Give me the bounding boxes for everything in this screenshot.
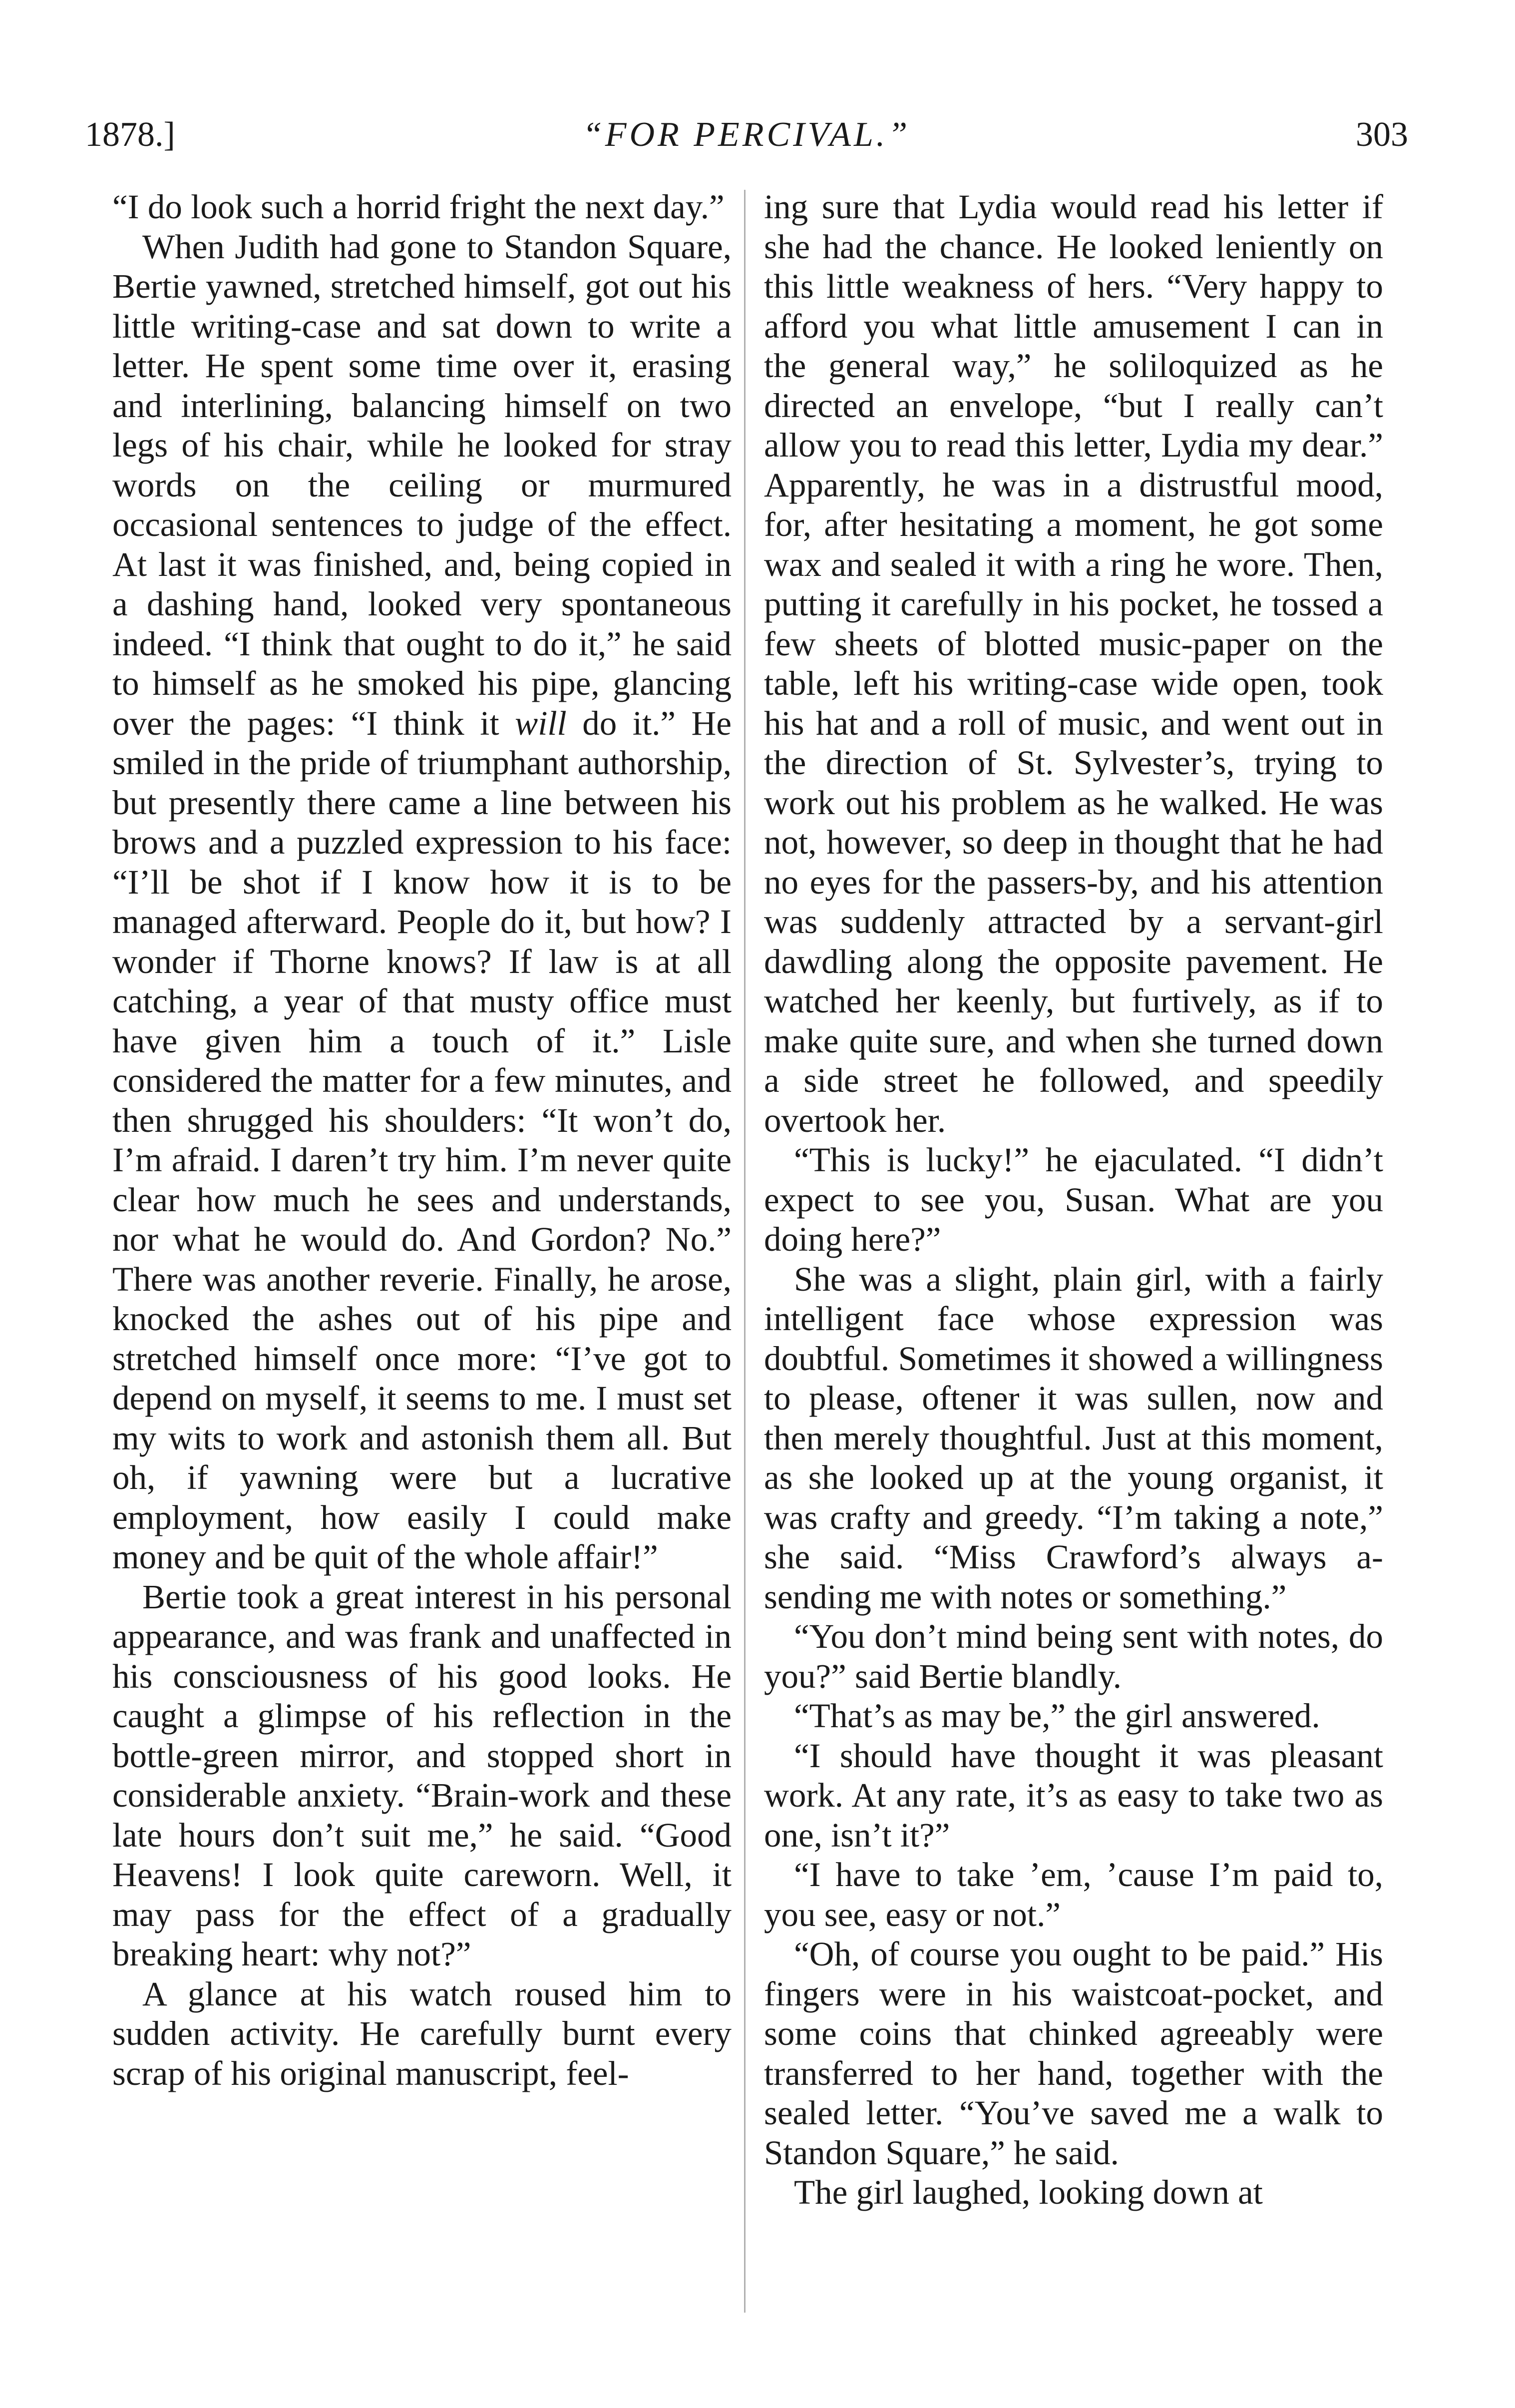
paragraph: “This is lucky!” he ejaculated. “I didn’t expect to see you, Susan. What are you doing here?”	[764, 1141, 1383, 1258]
left-column	[112, 187, 732, 2093]
paragraph: The girl laughed, looking down at	[794, 2173, 1263, 2211]
paragraph: When Judith had gone to Standon Square, Bertie yawned, stretched himself, got out his little writing-case and sat down to write a letter. He spent some time over it, erasing and interlining, balancing himself on two legs of his chair, while he looked for stray words on the ceiling or murmured occasional sentences to judge of the effect. At last it was finished, and, being copied in a dashing hand, looked very spontaneous indeed. “I think that ought to do it,” he said to himself as he smoked his pipe, glancing over the pages: “I think it will do it.” He smiled in the pride of triumphant authorship, but presently there came a line between his brows and a puzzled expression to his face: “I’ll be shot if I know how it is to be managed afterward. People do it, but how? I wonder if Thorne knows? If law is at all catching, a year of that musty office must have given him a touch of it.” Lisle considered the matter for a few minutes, and then shrugged his shoulders: “It won’t do, I’m afraid. I daren’t try him. I’m never quite clear how much he sees and understands, nor what he would do. And Gordon? No.” There was another reverie. Finally, he arose, knocked the ashes out of his pipe and stretched himself once more: “I’ve got to depend on myself, it seems to me. I must set my wits to work and astonish them all. But oh, if yawning were but a lucrative employment, how easily I could make money and be quit of the whole affair!”	[112, 227, 732, 1576]
paragraph: She was a slight, plain girl, with a fairly intelligent face whose expression was doubtful. Sometimes it showed a willingness to please, oftener it was sullen, now and then merely thoughtful. Just at this moment, as she looked up at the young organist, it was crafty and greedy. “I’m taking a note,” she said. “Miss Crawford’s always a-sending me with notes or something.”	[764, 1260, 1383, 1616]
column-divider	[744, 190, 746, 2313]
running-header	[85, 115, 1408, 170]
right-column	[764, 187, 1383, 2213]
paragraph: “You don’t mind being sent with notes, do you?” said Bertie blandly.	[764, 1617, 1383, 1695]
paragraph: A glance at his watch roused him to sudden activity. He carefully burnt every scrap of his original manuscript, feel-	[112, 1974, 732, 2092]
paragraph: ing sure that Lydia would read his letter if she had the chance. He looked leniently on this little weakness of hers. “Very happy to afford you what little amusement I can in the general way,” he soliloquized as he directed an envelope, “but I really can’t allow you to read this letter, Lydia my dear.” Apparently, he was in a distrustful mood, for, after hesitating a moment, he got some wax and sealed it with a ring he wore. Then, putting it carefully in his pocket, he tossed a few sheets of blotted music-paper on the table, left his writing-case wide open, took his hat and a roll of music, and went out in the direction of St. Sylvester’s, trying to work out his problem as he walked. He was not, however, so deep in thought that he had no eyes for the passers-by, and his attention was suddenly attracted by a servant-girl dawdling along the opposite pavement. He watched her keenly, but furtively, as if to make quite sure, and when she turned down a side street he followed, and speedily overtook her.	[764, 188, 1383, 1139]
page-number: 303	[1356, 115, 1408, 154]
paragraph: “I do look such a horrid fright the next day.”	[112, 188, 725, 226]
paragraph: “I have to take ’em, ’cause I’m paid to, you see, easy or not.”	[764, 1856, 1383, 1933]
emphasis: will	[515, 704, 567, 742]
paragraph: Bertie took a great interest in his personal appearance, and was frank and unaffected in his consciousness of his good looks. He caught a glimpse of his reflection in the bottle-green mirror, and stopped short in considerable anxiety. “Brain-work and these late hours don’t suit me,” he said. “Good Heavens! I look quite careworn. Well, it may pass for the effect of a gradually breaking heart: why not?”	[112, 1577, 732, 1973]
paragraph: “That’s as may be,” the girl answered.	[794, 1697, 1320, 1735]
paragraph: “Oh, of course you ought to be paid.” His fingers were in his waistcoat-pocket, and some coins that chinked agreeably were transferred to her hand, together with the sealed letter. “You’ve saved me a walk to Standon Square,” he said.	[764, 1935, 1383, 2172]
header-year: 1878.]	[85, 115, 175, 154]
header-title: “FOR PERCIVAL.”	[582, 115, 911, 154]
paragraph: “I should have thought it was pleasant work. At any rate, it’s as easy to take two as one, isn’t it?”	[764, 1736, 1383, 1854]
